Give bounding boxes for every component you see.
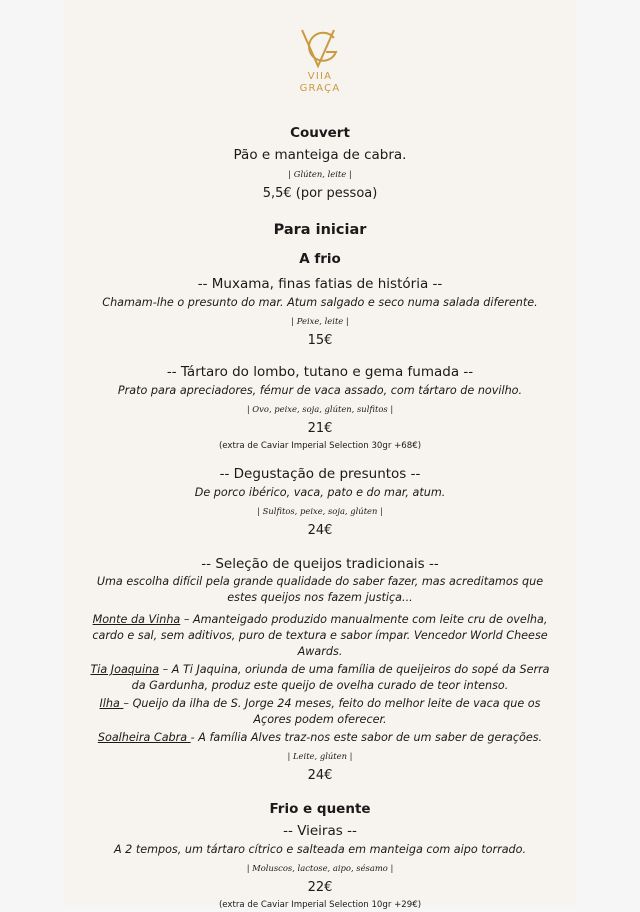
cheese-name: Monte da Vinha [92,613,181,626]
logo-line1: VIIA [307,71,333,82]
menu-page [64,0,576,910]
couvert-title: Couvert [290,125,350,141]
menu-item [64,465,576,541]
couvert-section [64,124,576,204]
item-allergens: | Moluscos, lactose, aipo, sésamo | [246,863,394,873]
item-price: 21€ [307,421,333,436]
subsection-title-a-frio: A frio [299,251,341,267]
vg-monogram-icon [298,26,342,70]
menu-item [64,822,576,912]
item-allergens: | Ovo, peixe, soja, glúten, sulfitos | [246,404,394,414]
item-desc: Chamam-lhe o presunto do mar. Atum salgado e seco numa salada diferente. [102,296,538,309]
item-allergens: | Peixe, leite | [291,316,349,326]
item-price: 15€ [307,333,333,348]
cheese-name: Ilha [99,697,124,710]
couvert-desc: Pão e manteiga de cabra. [233,147,407,163]
couvert-price: 5,5€ (por pessoa) [262,186,378,201]
item-allergens: | Leite, glúten | [287,751,353,761]
cheese-text: – A Ti Jaquina, oriunda de uma família de queijeiros do sopé da Serra da Gardunha, produz este queijo de ovelha curado de teor intenso. [131,663,550,692]
item-title: -- Degustação de presuntos -- [219,466,421,482]
cheese-entry [64,612,576,660]
item-desc: A 2 tempos, um tártaro cítrico e salteada em manteiga com aipo torrado. [113,843,527,856]
menu-item [64,363,576,453]
item-desc: Prato para apreciadores, fémur de vaca assado, com tártaro de novilho. [117,384,523,397]
item-desc: De porco ibérico, vaca, pato e do mar, atum. [194,486,446,499]
cheese-name: Tia Joaquina [90,663,160,676]
brand-logo [290,26,350,102]
cheese-text: - A família Alves traz-nos este sabor de um saber de gerações. [190,731,543,744]
item-title: -- Seleção de queijos tradicionais -- [201,556,439,572]
cheese-selection [64,555,576,786]
item-extra: (extra de Caviar Imperial Selection 30gr +68€) [218,441,422,451]
item-title: -- Vieiras -- [283,823,357,839]
item-title: -- Muxama, finas fatias de história -- [197,276,443,292]
subsection-title-frio-e-quente: Frio e quente [269,801,371,817]
cheese-text: – Amanteigado produzido manualmente com leite cru de ovelha, cardo e sal, sem aditivos, puro de textura e sabor ímpar. Vencedor World Cheese Awards. [92,613,548,658]
item-allergens: | Sulfitos, peixe, soja, glúten | [257,506,383,516]
couvert-allergens: | Glúten, leite | [288,169,352,179]
cheese-entry [64,662,576,694]
cheese-name: Soalheira Cabra [97,731,191,744]
item-price: 22€ [307,880,333,895]
cheese-entry [64,730,576,746]
cheese-entry [64,696,576,728]
cheese-text: – Queijo da ilha de S. Jorge 24 meses, feito do melhor leite de vaca que os Açores podem oferecer. [123,697,541,726]
item-desc: Uma escolha difícil pela grande qualidade do saber fazer, mas acreditamos que estes queijos nos fazem justiça... [96,575,544,604]
item-title: -- Tártaro do lombo, tutano e gema fumada -- [166,364,474,380]
logo-line2: GRAÇA [299,83,341,94]
item-price: 24€ [307,523,333,538]
item-extra: (extra de Caviar Imperial Selection 10gr +29€) [218,900,422,910]
section-title-para-iniciar: Para iniciar [273,222,367,238]
item-price: 24€ [307,768,333,783]
menu-item [64,275,576,351]
